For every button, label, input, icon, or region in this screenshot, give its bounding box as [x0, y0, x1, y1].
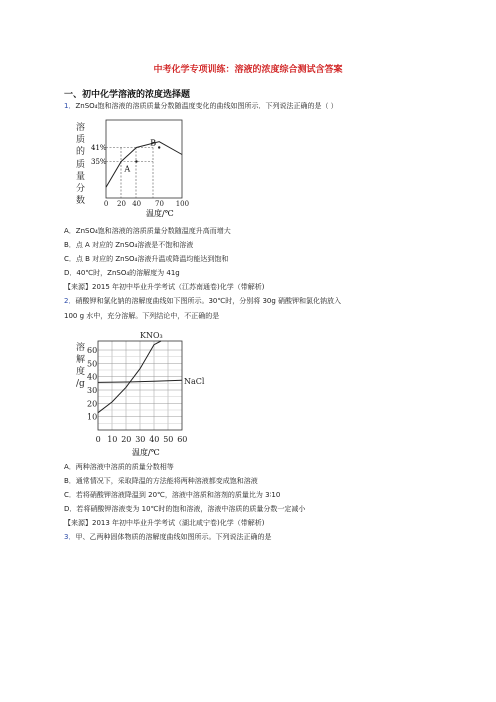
x-tick-label: 100 — [175, 200, 190, 208]
x-tick-label: 0 — [95, 435, 101, 444]
point-label: A — [124, 164, 131, 174]
chart-zinc-sulfate — [74, 112, 194, 218]
question-stem: 硝酸钾和氯化钠的溶解度曲线如下图所示。30℃时，分别将 30g 硝酸钾和氯化钠放入 — [75, 297, 342, 305]
question-stem: 甲、乙两种固体物质的溶解度曲线如图所示。下列说法正确的是 — [75, 533, 272, 541]
y-label-char: 数 — [76, 196, 86, 206]
solubility-curve — [106, 142, 182, 188]
x-tick-label: 50 — [163, 435, 174, 444]
y-tick-label: 60 — [87, 346, 98, 356]
question-3 — [64, 532, 271, 542]
chart-kno3-nacl — [74, 330, 210, 458]
option-d: D．40℃时，ZnSO₄的溶解度为 41g — [64, 269, 180, 277]
y-label-char: 溶 — [76, 343, 86, 353]
question-2 — [64, 296, 341, 306]
option-b: B．点 A 对应的 ZnSO₄溶液是不饱和溶液 — [64, 241, 194, 249]
x-tick-label: 20 — [121, 435, 132, 444]
question-source: 【来源】2015 年初中毕业升学考试（江苏南通卷)化学（带解析) — [64, 283, 265, 291]
y-tick-label: 50 — [87, 359, 98, 369]
x-tick-label: 70 — [155, 200, 164, 208]
question-source: 【来源】2013 年初中毕业升学考试（湖北咸宁卷)化学（带解析) — [64, 519, 265, 527]
y-label-char: 量 — [76, 172, 86, 182]
y-tick-label: 41% — [91, 144, 107, 152]
x-tick-label: 40 — [149, 435, 160, 444]
series-label-kno3: KNO₃ — [140, 331, 163, 340]
option-d: D．若将硝酸钾溶液变为 10℃时的饱和溶液，溶液中溶质的质量分数一定减小 — [64, 505, 306, 513]
y-label-char: 的 — [76, 147, 86, 157]
option-c: C．点 B 对应的 ZnSO₄溶液升温或降温均能达到饱和 — [64, 255, 229, 263]
section-heading: 一、初中化学溶液的浓度选择题 — [64, 90, 191, 100]
question-stem: ZnSO₄饱和溶液的溶质质量分数随温度变化的曲线如图所示．下列说法正确的是（ ） — [75, 102, 338, 110]
option-b: B．通常情况下，采取降温的方法能将两种溶液都变成饱和溶液 — [64, 477, 258, 485]
x-axis-label: 温度/℃ — [146, 209, 174, 218]
point-b — [158, 146, 160, 148]
y-label-char: 溶 — [76, 123, 86, 133]
option-a: A．ZnSO₄饱和溶液的溶质质量分数随温度升高而增大 — [64, 227, 231, 235]
y-label-char: 质 — [76, 160, 86, 170]
option-a: A．两种溶液中溶质的质量分数相等 — [64, 463, 174, 471]
x-tick-label: 10 — [107, 435, 118, 444]
question-number: 1． — [64, 102, 76, 110]
y-label-char: 度 — [76, 367, 86, 377]
point-label: B — [150, 138, 157, 148]
x-tick-label: 40 — [132, 200, 142, 208]
y-label-char: 质 — [76, 135, 86, 145]
option-c: C．若将硝酸钾溶液降温到 20℃，溶液中溶质和溶剂的质量比为 3∶10 — [64, 491, 281, 499]
y-label-char: /g — [76, 379, 85, 389]
document-title: 中考化学专项训练：溶液的浓度综合测试含答案 — [153, 65, 343, 75]
question-number: 3． — [64, 533, 76, 541]
x-tick-label: 30 — [135, 435, 146, 444]
point-a — [135, 160, 137, 162]
x-axis-label: 温度/℃ — [132, 448, 160, 457]
question-1 — [64, 101, 338, 111]
y-tick-label: 30 — [87, 386, 98, 396]
question-number: 2． — [64, 297, 76, 305]
y-label-char: 分 — [76, 184, 86, 194]
x-tick-label: 20 — [117, 200, 126, 208]
y-tick-label: 35% — [91, 158, 107, 166]
y-tick-label: 20 — [87, 399, 98, 409]
series-label-nacl: NaCl — [184, 376, 205, 386]
y-tick-label: 40 — [87, 372, 98, 382]
question-stem-continued: 100 g 水中，充分溶解。下列结论中，不正确的是 — [64, 312, 220, 320]
plot-frame — [106, 120, 182, 198]
x-tick-label: 0 — [103, 200, 109, 208]
y-label-char: 解 — [76, 355, 86, 365]
x-tick-label: 60 — [177, 435, 188, 444]
y-tick-label: 10 — [87, 412, 98, 422]
